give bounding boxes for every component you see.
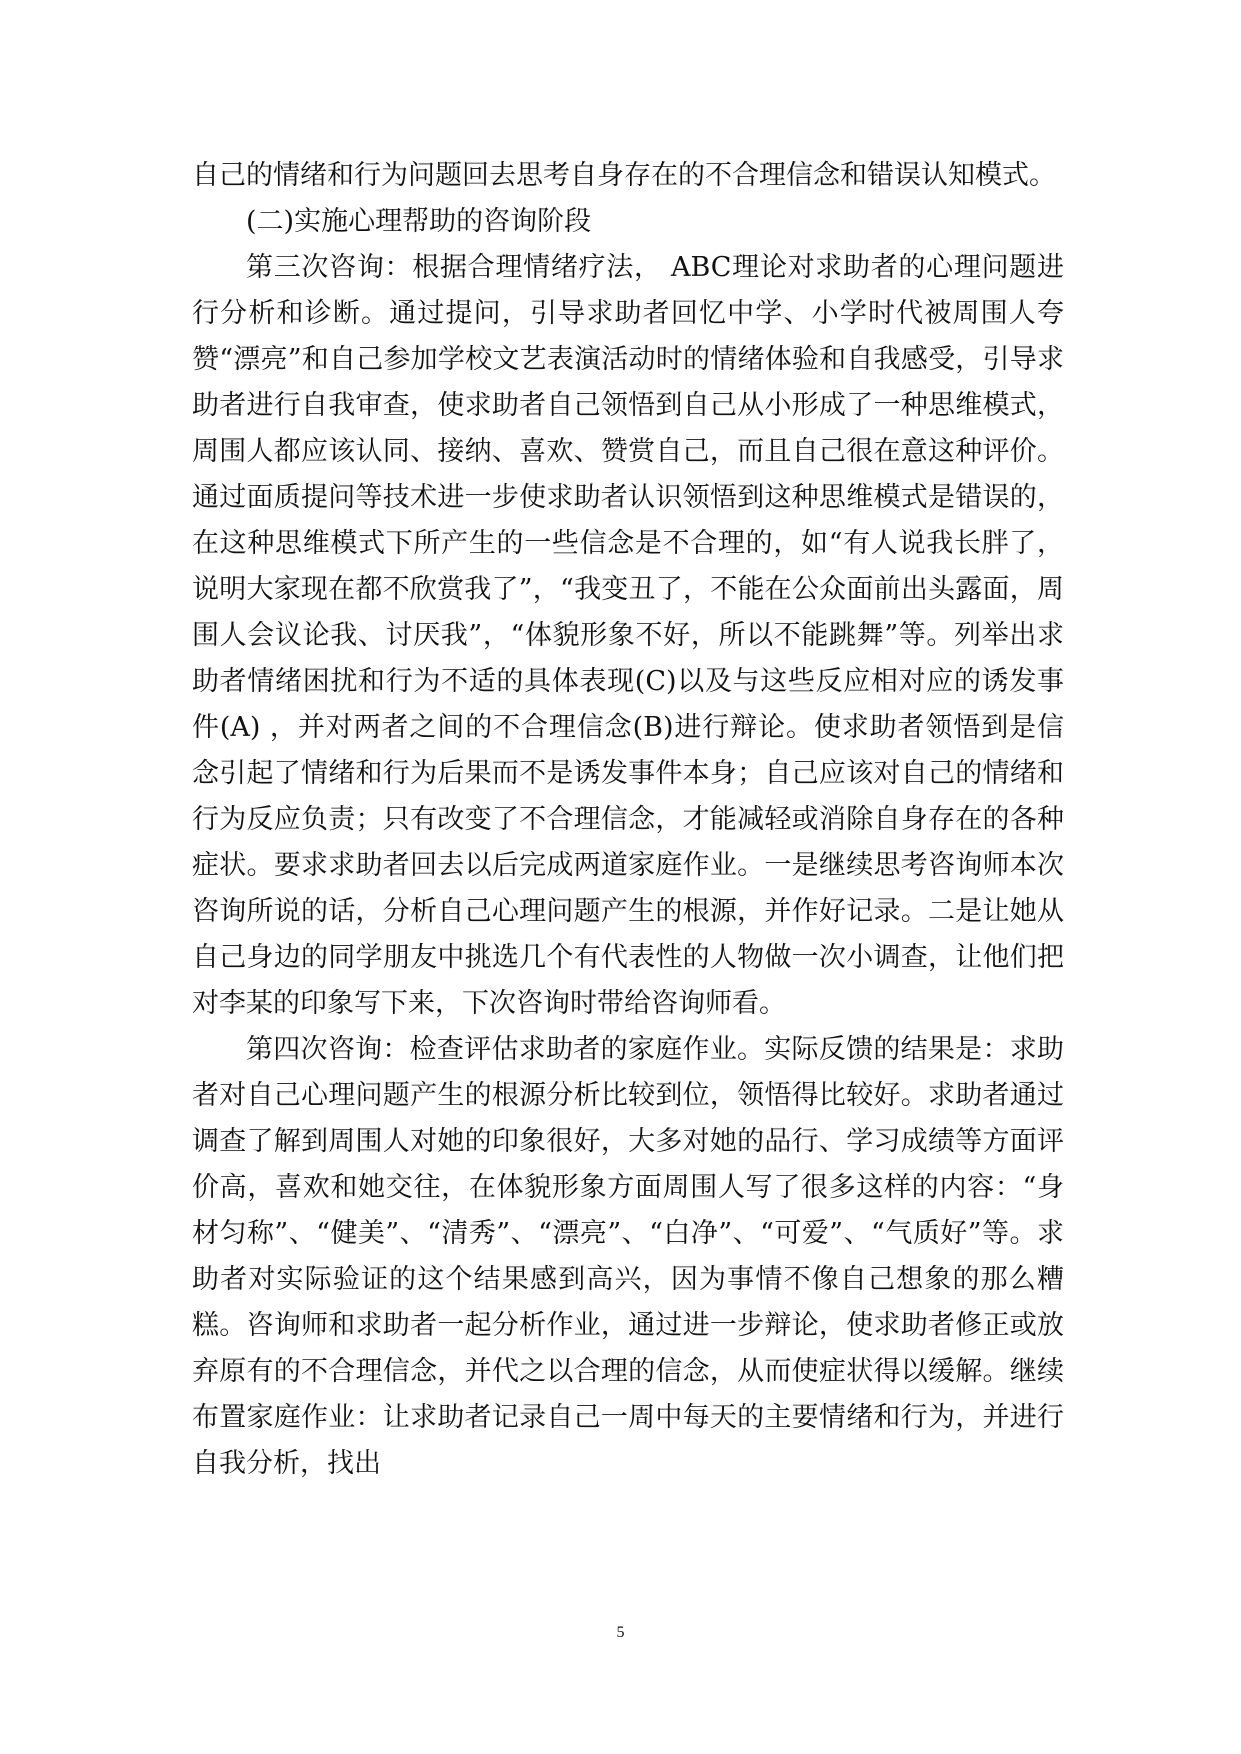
body-text	[192, 153, 1064, 1487]
paragraph-fourth-session: 第四次咨询：检查评估求助者的家庭作业。实际反馈的结果是：求助者对自己心理问题产生的根源分析比较到位，领悟得比较好。求助者通过调查了解到周围人对她的印象很好，大多对她的品行、学习成绩等方面评价高，喜欢和她交往，在体貌形象方面周围人写了很多这样的内容：“身材匀称”、“健美”、“清秀”、“漂亮”、“白净”、“可爱”、“气质好”等。求助者对实际验证的这个结果感到高兴，因为事情不像自己想象的那么糟糕。咨询师和求助者一起分析作业，通过进一步辩论，使求助者修正或放弃原有的不合理信念，并代之以合理的信念，从而使症状得以缓解。继续布置家庭作业：让求助者记录自己一周中每天的主要情绪和行为，并进行自我分析，找出	[192, 1034, 1064, 1479]
section-heading: (二)实施心理帮助的咨询阶段	[246, 206, 592, 237]
paragraph-continuation: 自己的情绪和行为问题回去思考自身存在的不合理信念和错误认知模式。	[192, 160, 1056, 191]
paragraph-third-session: 第三次咨询：根据合理情绪疗法， ABC理论对求助者的心理问题进行分析和诊断。通过提问，引导求助者回忆中学、小学时代被周围人夸赞“漂亮”和自己参加学校文艺表演活动时的情绪体验和自我感受，引导求助者进行自我审查，使求助者自己领悟到自己从小形成了一种思维模式，周围人都应该认同、接纳、喜欢、赞赏自己，而且自己很在意这种评价。通过面质提问等技术进一步使求助者认识领悟到这种思维模式是错误的，在这种思维模式下所产生的一些信念是不合理的，如“有人说我长胖了，说明大家现在都不欣赏我了”，“我变丑了，不能在公众面前出头露面，周围人会议论我、讨厌我”，“体貌形象不好，所以不能跳舞”等。列举出求助者情绪困扰和行为不适的具体表现(C)以及与这些反应相对应的诱发事件(A) ，并对两者之间的不合理信念(B)进行辩论。使求助者领悟到是信念引起了情绪和行为后果而不是诱发事件本身；自己应该对自己的情绪和行为反应负责；只有改变了不合理信念，才能减轻或消除自身存在的各种症状。要求求助者回去以后完成两道家庭作业。一是继续思考咨询师本次咨询所说的话，分析自己心理问题产生的根源，并作好记录。二是让她从自己身边的同学朋友中挑选几个有代表性的人物做一次小调查，让他们把对李某的印象写下来，下次咨询时带给咨询师看。	[192, 252, 1064, 1019]
page-number: 5	[616, 1624, 625, 1641]
